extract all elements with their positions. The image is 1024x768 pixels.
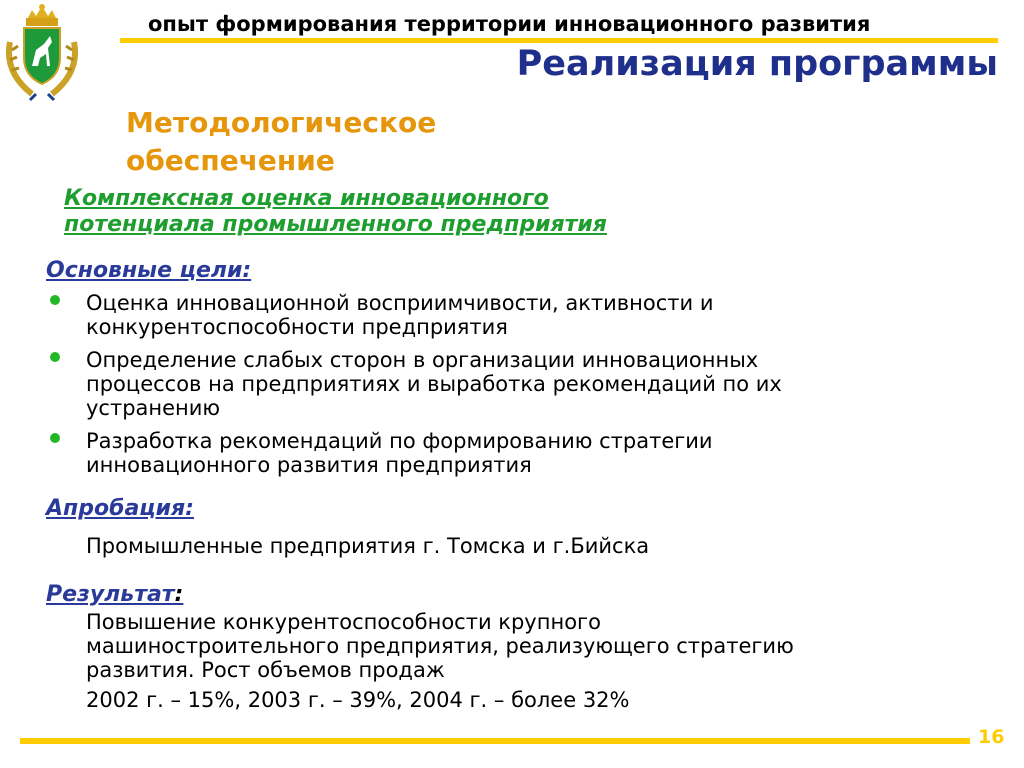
page-number: 16 [978,726,1005,748]
header-divider [120,38,998,43]
bullet-dot-icon [50,352,60,362]
result-label-colon: : [174,582,184,607]
result-text [86,610,966,682]
section-title-line: Методологическое [126,106,437,139]
goal-item-line: инновационного развития предприятия [86,453,532,477]
goal-item-line: Разработка рекомендаций по формированию стратегии [86,429,713,453]
goal-item-line: устранению [86,396,221,420]
section-title [126,104,436,180]
goal-item [46,348,976,420]
result-text-line: развития. Рост объемов продаж [86,658,445,682]
approbation-label: Апробация: [46,496,194,521]
result-label [46,582,183,607]
result-stats: 2002 г. – 15%, 2003 г. – 39%, 2004 г. – более 32% [86,688,630,712]
result-label-text: Результат [46,582,175,607]
coat-of-arms-icon [2,2,82,102]
section-title-line: обеспечение [126,144,335,177]
header-subtitle: опыт формирования территории инновационного развития [148,12,871,36]
goal-item-line: Определение слабых сторон в организации инновационных [86,348,759,372]
goal-item-line: Оценка инновационной восприимчивости, активности и [86,291,714,315]
bullet-dot-icon [50,433,60,443]
footer-divider [20,738,970,744]
goal-item-line: процессов на предприятиях и выработка рекомендаций по их [86,372,782,396]
goal-item-line: конкурентоспособности предприятия [86,315,508,339]
goals-list [46,291,976,486]
topic-heading-line: Комплексная оценка инновационного [64,186,549,211]
slide-title: Реализация программы [516,44,998,84]
goals-label: Основные цели: [46,258,252,283]
approbation-text: Промышленные предприятия г. Томска и г.Бийска [86,534,650,558]
goal-item [46,429,976,477]
goal-item [46,291,976,339]
topic-heading [64,186,607,238]
bullet-dot-icon [50,295,60,305]
result-text-line: Повышение конкурентоспособности крупного [86,610,601,634]
result-text-line: машиностроительного предприятия, реализующего стратегию [86,634,794,658]
topic-heading-line: потенциала промышленного предприятия [64,212,607,237]
